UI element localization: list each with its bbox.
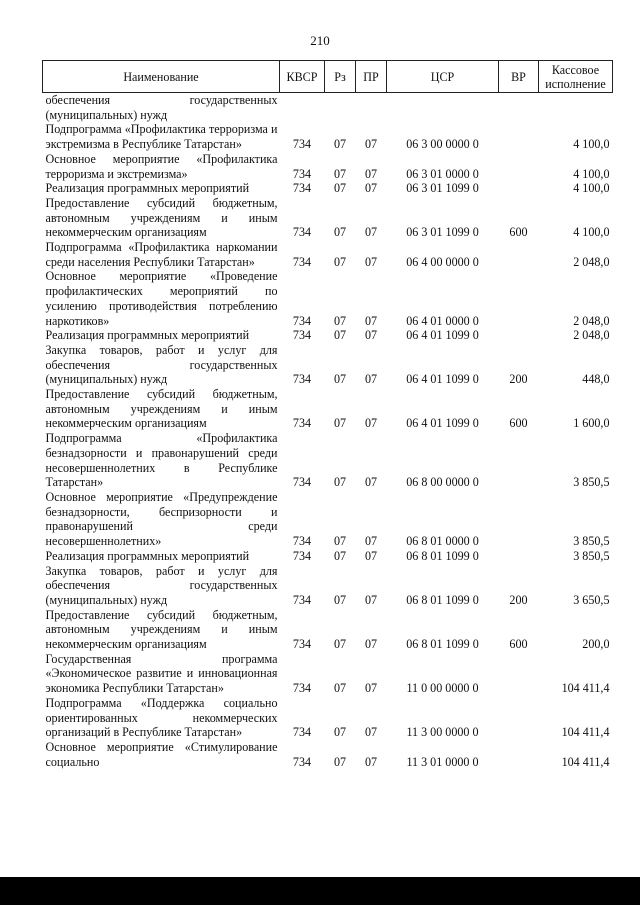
row-rz: 07 <box>333 166 347 181</box>
row-vr: 600 <box>509 416 528 431</box>
row-csr <box>387 93 499 123</box>
row-pr: 07 <box>364 166 378 181</box>
row-name: Основное мероприятие «Стимулирование социально <box>45 739 278 769</box>
table-row <box>43 328 613 343</box>
row-name: Подпрограмма «Профилактика безнадзорности и правонарушений среди несовершеннолетних в Республике Татарстан» <box>45 431 278 490</box>
row-pr: 07 <box>364 254 378 269</box>
row-name: Предоставление субсидий бюджетным, автономным учреждениям и иным некоммерческим организациям <box>45 387 278 431</box>
row-kvsr: 734 <box>292 725 312 740</box>
row-vr <box>499 490 539 549</box>
row-amount: 4 100,0 <box>573 166 610 181</box>
row-amount: 3 850,5 <box>573 534 610 549</box>
table-body <box>43 93 613 770</box>
table-row <box>43 93 613 123</box>
row-vr: 200 <box>509 592 528 607</box>
row-pr: 07 <box>364 372 378 387</box>
row-kvsr: 734 <box>292 137 312 152</box>
table-row <box>43 431 613 490</box>
row-name: Государственная программа «Экономическое развитие и инновационная экономика Республики Татарстан» <box>45 651 278 696</box>
row-pr <box>356 93 387 123</box>
row-name: Основное мероприятие «Проведение профилактических мероприятий по усилению противодействия потреблению наркотиков» <box>45 269 278 328</box>
row-kvsr: 734 <box>292 372 312 387</box>
row-pr: 07 <box>364 225 378 240</box>
row-csr: 06 3 01 1099 0 <box>406 225 479 240</box>
scan-bottom-border <box>0 877 640 905</box>
row-amount: 2 048,0 <box>573 313 610 328</box>
row-amount: 104 411,4 <box>561 681 610 696</box>
row-kvsr <box>280 93 325 123</box>
row-rz: 07 <box>333 754 347 769</box>
table-row <box>43 490 613 549</box>
row-vr <box>499 122 539 151</box>
table-row <box>43 740 613 769</box>
row-name: Подпрограмма «Профилактика терроризма и экстремизма в Республике Татарстан» <box>45 122 278 152</box>
table-row <box>43 652 613 696</box>
row-rz: 07 <box>333 328 347 343</box>
row-pr: 07 <box>364 313 378 328</box>
row-pr: 07 <box>364 328 378 343</box>
row-rz: 07 <box>333 372 347 387</box>
row-rz: 07 <box>333 592 347 607</box>
row-vr <box>499 328 539 343</box>
row-name: обеспечения государственных (муниципальных) нужд <box>45 93 278 122</box>
row-kvsr: 734 <box>292 225 312 240</box>
row-rz: 07 <box>333 637 347 652</box>
row-amount: 104 411,4 <box>561 725 610 740</box>
header-rz: Рз <box>325 61 356 93</box>
row-name: Предоставление субсидий бюджетным, автономным учреждениям и иным некоммерческим организациям <box>45 195 278 240</box>
row-pr: 07 <box>364 534 378 549</box>
row-name: Подпрограмма «Профилактика наркомании среди населения Республики Татарстан» <box>45 240 278 269</box>
row-amount: 200,0 <box>582 637 610 652</box>
table-row <box>43 240 613 269</box>
header-amount: Кассовое исполнение <box>539 61 613 93</box>
table-header-row <box>43 61 613 93</box>
row-amount: 4 100,0 <box>573 225 610 240</box>
row-pr: 07 <box>364 548 378 563</box>
row-vr <box>499 269 539 328</box>
row-csr: 06 3 01 1099 0 <box>406 181 479 196</box>
row-kvsr: 734 <box>292 166 312 181</box>
row-name: Реализация программных мероприятий <box>45 328 250 343</box>
row-csr: 06 4 00 0000 0 <box>406 254 479 269</box>
row-name: Закупка товаров, работ и услуг для обеспечения государственных (муниципальных) нужд <box>45 563 278 607</box>
row-name: Основное мероприятие «Предупреждение безнадзорности, беспризорности и правонарушений среди несовершеннолетних» <box>45 489 278 549</box>
row-kvsr: 734 <box>292 416 312 431</box>
row-vr <box>499 740 539 769</box>
header-name: Наименование <box>43 61 280 93</box>
row-name: Основное мероприятие «Профилактика терроризма и экстремизма» <box>45 151 278 181</box>
row-csr: 06 8 01 1099 0 <box>406 548 479 563</box>
row-vr <box>499 652 539 696</box>
row-amount: 104 411,4 <box>561 754 610 769</box>
row-name: Реализация программных мероприятий <box>45 548 250 563</box>
row-rz: 07 <box>333 548 347 563</box>
row-pr: 07 <box>364 475 378 490</box>
row-kvsr: 734 <box>292 548 312 563</box>
row-rz: 07 <box>333 181 347 196</box>
row-kvsr: 734 <box>292 181 312 196</box>
row-vr <box>499 93 539 123</box>
row-vr <box>499 240 539 269</box>
row-vr <box>499 181 539 196</box>
table-row <box>43 387 613 431</box>
row-vr <box>499 549 539 564</box>
row-kvsr: 734 <box>292 534 312 549</box>
table-row <box>43 549 613 564</box>
table-row <box>43 269 613 328</box>
row-amount: 4 100,0 <box>573 181 610 196</box>
row-csr: 06 4 01 1099 0 <box>406 372 479 387</box>
row-kvsr: 734 <box>292 313 312 328</box>
row-kvsr: 734 <box>292 637 312 652</box>
header-csr: ЦСР <box>387 61 499 93</box>
row-amount: 2 048,0 <box>573 328 610 343</box>
row-amount <box>539 93 613 123</box>
row-amount: 3 650,5 <box>573 592 610 607</box>
row-amount: 3 850,5 <box>573 548 610 563</box>
row-kvsr: 734 <box>292 475 312 490</box>
row-pr: 07 <box>364 137 378 152</box>
row-csr: 06 8 01 1099 0 <box>406 592 479 607</box>
header-kvsr: КВСР <box>280 61 325 93</box>
row-rz: 07 <box>333 534 347 549</box>
row-pr: 07 <box>364 416 378 431</box>
row-vr: 600 <box>509 637 528 652</box>
row-vr <box>499 696 539 740</box>
row-rz: 07 <box>333 416 347 431</box>
row-rz: 07 <box>333 681 347 696</box>
row-csr: 11 3 00 0000 0 <box>406 725 479 740</box>
row-csr: 06 8 01 1099 0 <box>406 637 479 652</box>
row-rz: 07 <box>333 313 347 328</box>
row-name: Подпрограмма «Поддержка социально ориентированных некоммерческих организаций в Республике Татарстан» <box>45 695 278 740</box>
row-vr <box>499 431 539 490</box>
row-name: Закупка товаров, работ и услуг для обеспечения государственных (муниципальных) нужд <box>45 342 278 387</box>
row-csr: 11 3 01 0000 0 <box>406 754 479 769</box>
row-pr: 07 <box>364 637 378 652</box>
table-row <box>43 564 613 608</box>
row-amount: 4 100,0 <box>573 137 610 152</box>
row-amount: 3 850,5 <box>573 475 610 490</box>
row-csr: 11 0 00 0000 0 <box>406 681 479 696</box>
row-kvsr: 734 <box>292 254 312 269</box>
row-vr: 600 <box>509 225 528 240</box>
row-rz <box>325 93 356 123</box>
row-csr: 06 4 01 0000 0 <box>406 313 479 328</box>
row-csr: 06 4 01 1099 0 <box>406 328 479 343</box>
row-pr: 07 <box>364 725 378 740</box>
row-pr: 07 <box>364 592 378 607</box>
table-row <box>43 343 613 387</box>
row-pr: 07 <box>364 754 378 769</box>
row-rz: 07 <box>333 254 347 269</box>
table-row <box>43 696 613 740</box>
row-amount: 1 600,0 <box>573 416 610 431</box>
row-csr: 06 4 01 1099 0 <box>406 416 479 431</box>
row-kvsr: 734 <box>292 328 312 343</box>
budget-execution-table <box>42 60 613 769</box>
table-row <box>43 196 613 240</box>
row-amount: 448,0 <box>582 372 610 387</box>
row-csr: 06 3 00 0000 0 <box>406 137 479 152</box>
header-pr: ПР <box>356 61 387 93</box>
page-number: 210 <box>310 33 330 48</box>
row-rz: 07 <box>333 225 347 240</box>
row-vr <box>499 152 539 181</box>
table-row <box>43 608 613 652</box>
header-vr: ВР <box>499 61 539 93</box>
table-row <box>43 181 613 196</box>
row-rz: 07 <box>333 475 347 490</box>
row-kvsr: 734 <box>292 592 312 607</box>
row-kvsr: 734 <box>292 754 312 769</box>
row-rz: 07 <box>333 725 347 740</box>
row-csr: 06 3 01 0000 0 <box>406 166 479 181</box>
row-rz: 07 <box>333 137 347 152</box>
row-vr: 200 <box>509 372 528 387</box>
row-csr: 06 8 00 0000 0 <box>406 475 479 490</box>
table-row <box>43 152 613 181</box>
table-row <box>43 122 613 151</box>
row-name: Реализация программных мероприятий <box>45 181 250 196</box>
row-amount: 2 048,0 <box>573 254 610 269</box>
row-kvsr: 734 <box>292 681 312 696</box>
row-pr: 07 <box>364 681 378 696</box>
row-pr: 07 <box>364 181 378 196</box>
row-csr: 06 8 01 0000 0 <box>406 534 479 549</box>
row-name: Предоставление субсидий бюджетным, автономным учреждениям и иным некоммерческим организациям <box>45 607 278 652</box>
